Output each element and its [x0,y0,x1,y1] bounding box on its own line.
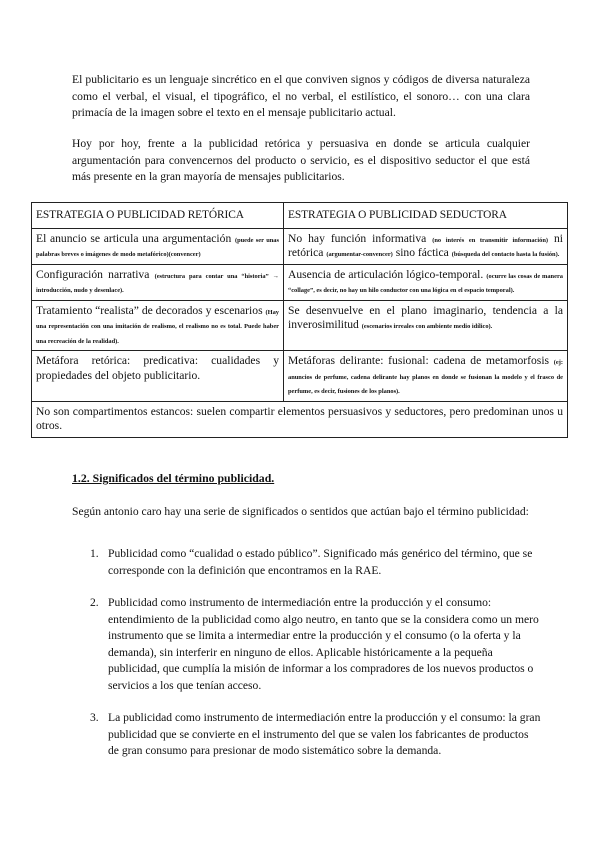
list-item-text: Publicidad como instrumento de intermediación entre la producción y el consumo: entendimiento de la publicidad como algo neutro, en tanto que se la considera como un mero instrumento que se limita a intermediar entre la producción y el consumo (o la oferta y la demanda), sin interferir en ninguno de ellos. Aplicable históricamente a la pequeña publicidad, que cumplía la misión de informar a los compradores de los nuevos productos o servicios a los que tenían acceso. [108,596,539,692]
list-number: 1. [90,547,99,560]
table-cell [284,264,568,300]
table-cell [284,228,568,264]
table-cell [32,300,284,351]
list-item [72,595,542,694]
header-rhetorical: ESTRATEGIA O PUBLICIDAD RETÓRICA [32,203,284,229]
cell-main-text: No hay función informativa [288,231,427,245]
cell-note: (ej: anuncios de perfume, cadena delirante hay planos en donde se fusionan la modelo y el frasco de perfume, es decir, fusiones de los planos). [288,359,563,395]
cell-note: (argumentar-convencer) [326,251,393,258]
cell-note: (Hay una representación con una imitación de realismo, el realismo no es total. Puede haber una recreación de la realidad). [36,308,279,345]
table-cell [284,351,568,402]
list-number: 3. [90,711,99,724]
table-header-row [32,203,568,229]
cell-main-text: Tratamiento “realista” de decorados y escenarios [36,303,263,317]
list-item-text: La publicidad como instrumento de intermediación entre la producción y el consumo: la gran publicidad que se convierte en el instrumento del que se valen los fabricantes de productos de gran consumo para presionar de modo sistemático sobre la demanda. [108,711,541,757]
strategy-comparison-table [31,202,568,438]
cell-main-text: Metáforas delirante: fusional: cadena de metamorfosis [288,354,550,367]
table-note: No son compartimentos estancos: suelen compartir elementos persuasivos y seductores, pero predominan unos u otros. [32,401,568,437]
cell-note: (escenarios irreales con ambiente medio idílico). [361,323,493,330]
cell-main-text: Ausencia de articulación lógico-temporal. [288,267,484,281]
list-item-text: Publicidad como “cualidad o estado público”. Significado más genérico del término, que se corresponde con la definición que encontramos en la RAE. [108,547,533,577]
cell-note: (búsqueda del contacto hasta la fusión). [451,251,560,258]
table-note-row [32,401,568,437]
cell-note: (no interés en transmitir información) [432,236,549,244]
cell-note: (puede ser unas palabras breves o imágenes de modo metafórico)(convencer) [36,236,279,258]
table-cell [284,300,568,351]
cell-note: (ocurre las cosas de manera “collage”, es decir, no hay un hilo conductor con una lógica en el espacio temporal). [288,272,563,294]
cell-main-text: Se desenvuelve en el plano imaginario, tendencia a la inverosimilitud [288,303,563,331]
intro-paragraph-1: El publicitario es un lenguaje sincrético en el que conviven signos y códigos de diversa naturaleza como el verbal, el visual, el tipográfico, el no verbal, el estilístico, el sonoro… con una clara primacía de la imagen sobre el texto en el mensaje publicitario actual. [72,73,530,119]
cell-main-text: El anuncio se articula una argumentación [36,231,232,245]
header-seductive: ESTRATEGIA O PUBLICIDAD SEDUCTORA [284,203,568,229]
cell-note: (estructura para contar una “historia” → introducción, nudo y desenlace). [36,272,279,294]
section-heading: 1.2. Significados del término publicidad. [72,471,275,485]
list-number: 2. [90,596,99,609]
list-item [72,546,542,579]
cell-main-text: ni retórica [288,231,564,259]
table-row [32,351,568,402]
cell-main-text: Configuración narrativa [36,267,150,281]
table-row [32,264,568,300]
list-item [72,710,542,760]
table-cell [32,351,284,402]
table-cell [32,264,284,300]
section-intro: Según antonio caro hay una serie de significados o sentidos que actúan bajo el término publicidad: [72,505,529,518]
cell-main-text: sino fáctica [395,246,449,259]
table-cell [32,228,284,264]
table-row [32,300,568,351]
intro-paragraph-2: Hoy por hoy, frente a la publicidad retórica y persuasiva en donde se articula cualquier argumentación para convencernos del producto o servicio, es el dispositivo seductor el que está más presente en la gran mayoría de mensajes publicitarios. [72,137,530,183]
meanings-list [72,546,542,776]
table-row [32,228,568,264]
cell-main-text: Metáfora retórica: predicativa: cualidades y propiedades del objeto publicitario. [36,354,279,382]
